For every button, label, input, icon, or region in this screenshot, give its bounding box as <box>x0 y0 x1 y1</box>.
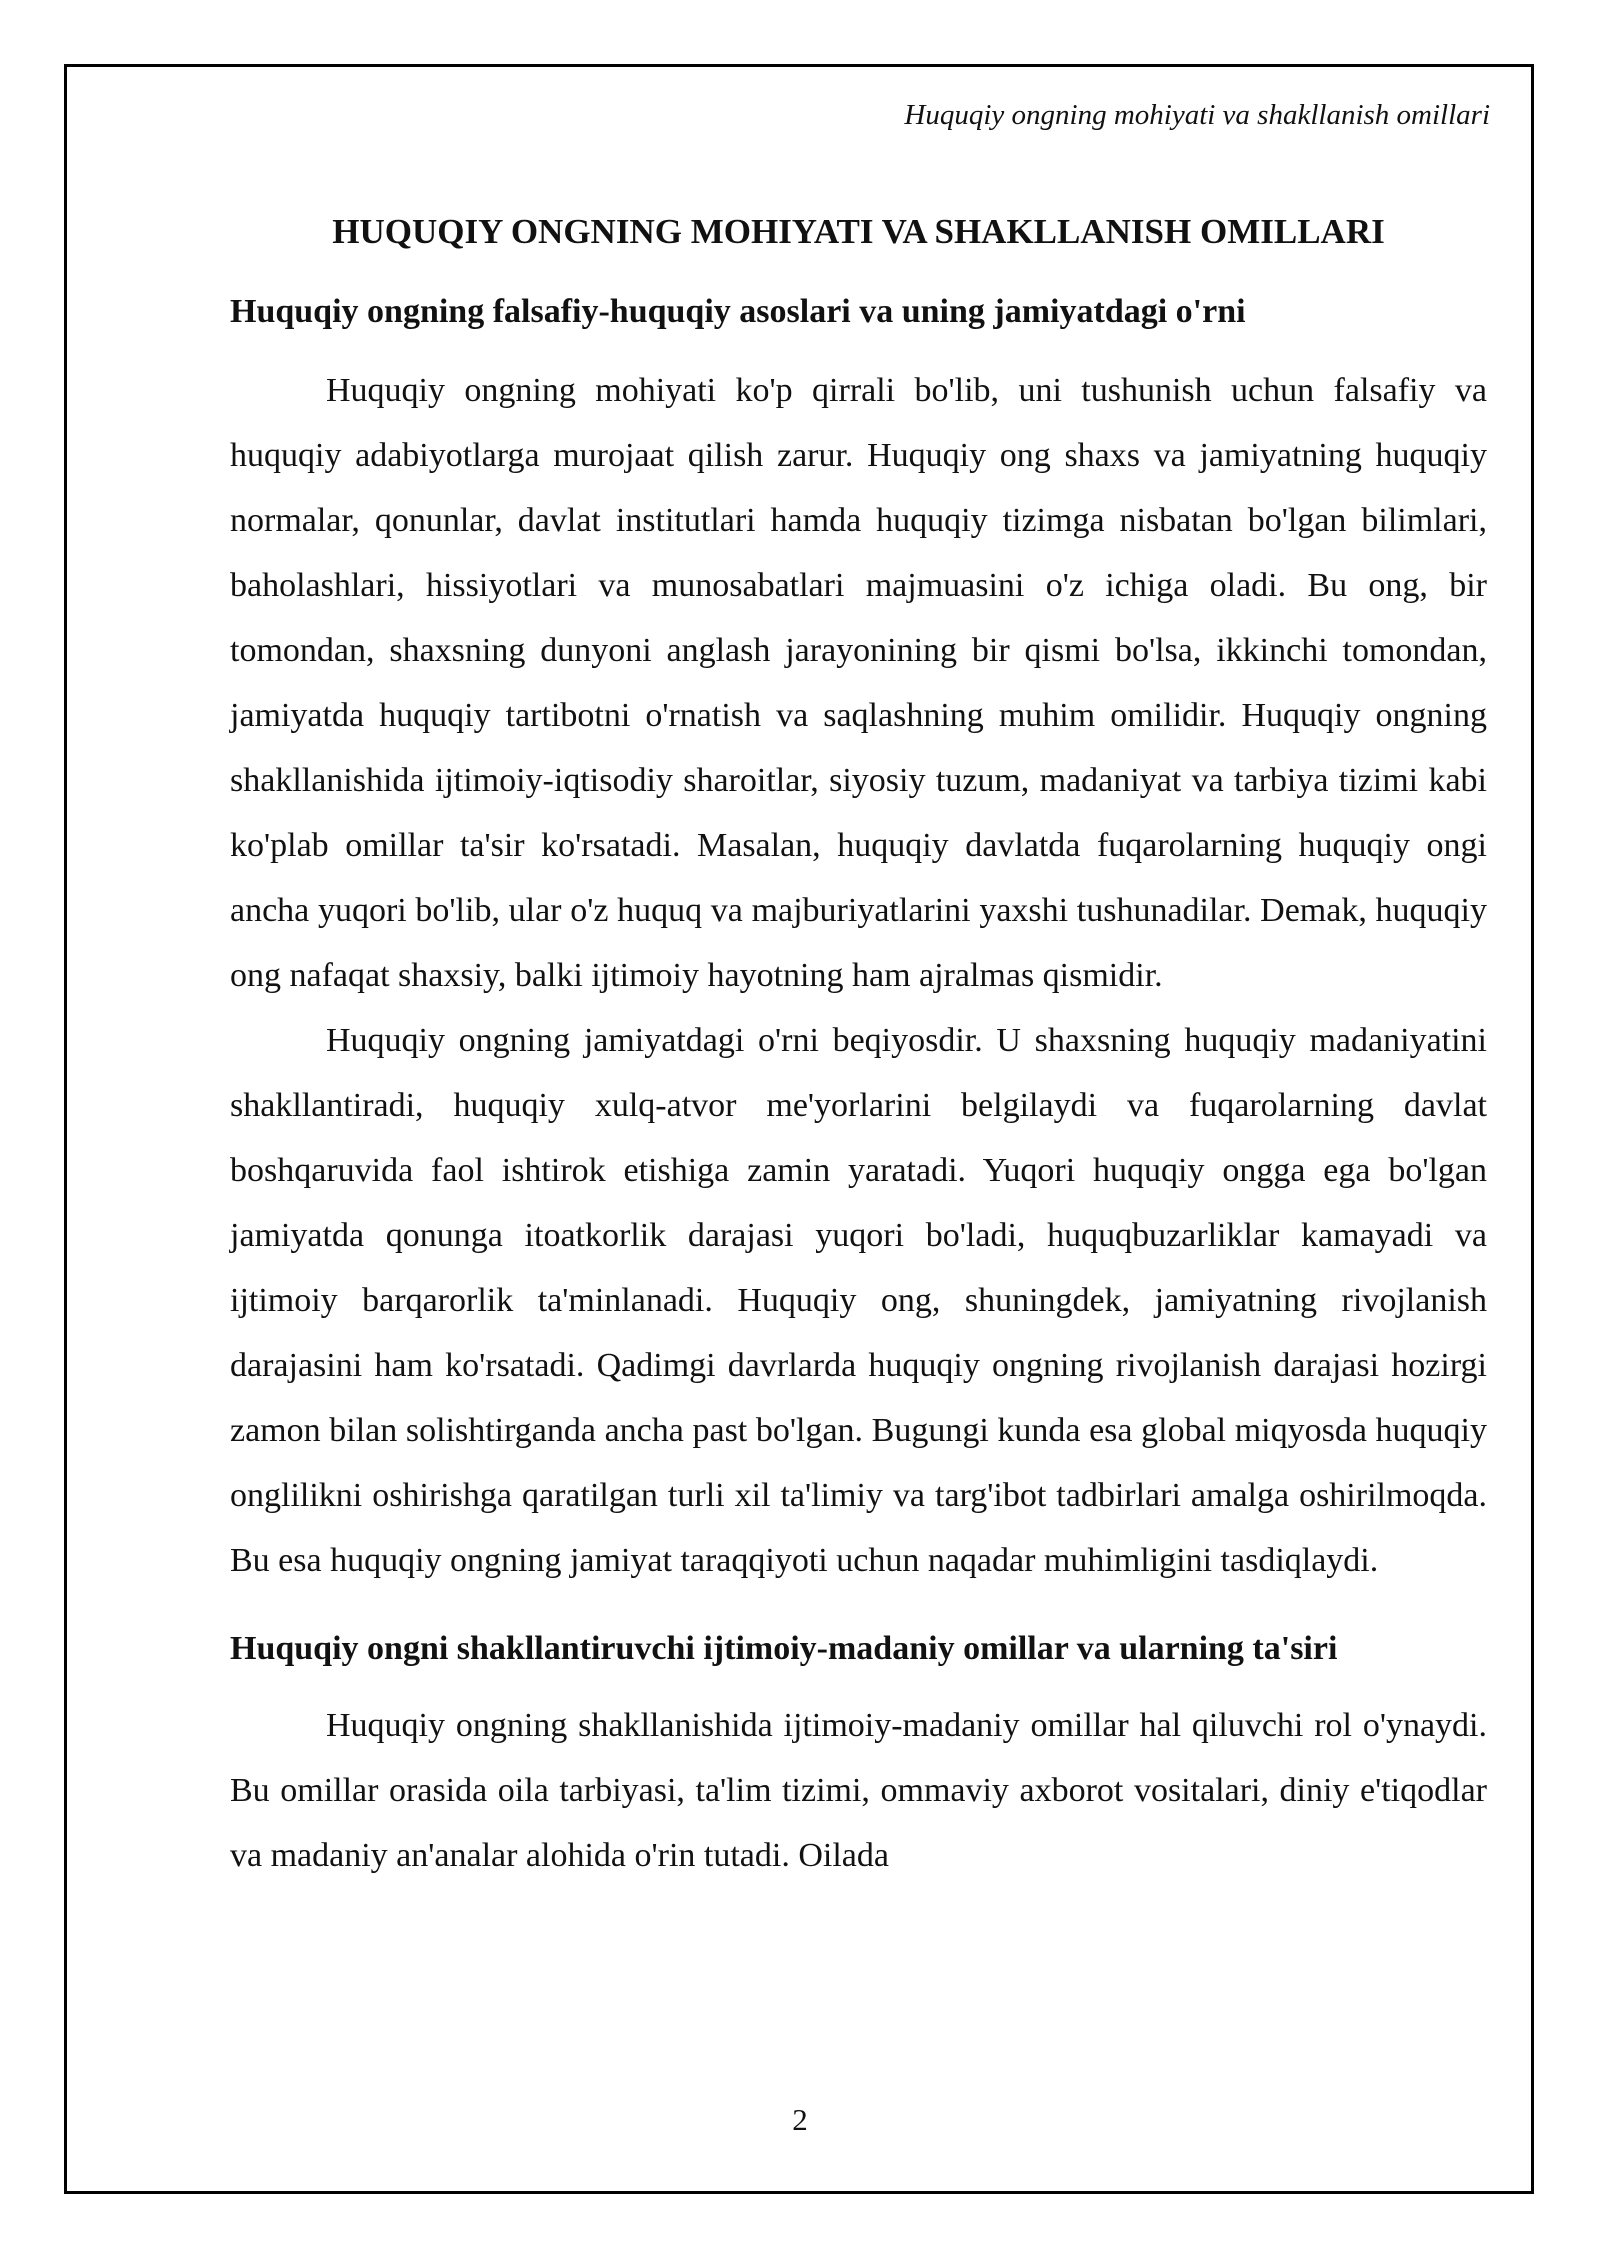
section-1-paragraph-2: Huquqiy ongning jamiyatdagi o'rni beqiyosdir. U shaxsning huquqiy madaniyatini shakllantiradi, huquqiy xulq-atvor me'yorlarini belgilaydi va fuqarolarning davlat boshqaruvida faol ishtirok etishiga zamin yaratadi. Yuqori huquqiy ongga ega bo'lgan jamiyatda qonunga itoatkorlik darajasi yuqori bo'ladi, huquqbuzarliklar kamayadi va ijtimoiy barqarorlik ta'minlanadi. Huquqiy ong, shuningdek, jamiyatning rivojlanish darajasini ham ko'rsatadi. Qadimgi davrlarda huquqiy ongning rivojlanish darajasi hozirgi zamon bilan solishtirganda ancha past bo'lgan. Bugungi kunda esa global miqyosda huquqiy onglilikni oshirishga qaratilgan turli xil ta'limiy va targ'ibot tadbirlari amalga oshirilmoqda. Bu esa huquqiy ongning jamiyat taraqqiyoti uchun naqadar muhimligini tasdiqlaydi. <box>230 1022 1487 1579</box>
section-heading-1: Huquqiy ongning falsafiy-huquqiy asoslari va uning jamiyatdagi o'rni <box>230 293 1246 330</box>
document-title: HUQUQIY ONGNING MOHIYATI VA SHAKLLANISH OMILLARI <box>332 212 1385 251</box>
page-number: 2 <box>792 2102 808 2137</box>
section-1-paragraph-1: Huquqiy ongning mohiyati ko'p qirrali bo'lib, uni tushunish uchun falsafiy va huquqiy adabiyotlarga murojaat qilish zarur. Huquqiy ong shaxs va jamiyatning huquqiy normalar, qonunlar, davlat institutlari hamda huquqiy tizimga nisbatan bo'lgan bilimlari, baholashlari, hissiyotlari va munosabatlari majmuasini o'z ichiga oladi. Bu ong, bir tomondan, shaxsning dunyoni anglash jarayonining bir qismi bo'lsa, ikkinchi tomondan, jamiyatda huquqiy tartibotni o'rnatish va saqlashning muhim omilidir. Huquqiy ongning shakllanishida ijtimoiy-iqtisodiy sharoitlar, siyosiy tuzum, madaniyat va tarbiya tizimi kabi ko'plab omillar ta'sir ko'rsatadi. Masalan, huquqiy davlatda fuqarolarning huquqiy ongi ancha yuqori bo'lib, ular o'z huquq va majburiyatlarini yaxshi tushunadilar. Demak, huquqiy ong nafaqat shaxsiy, balki ijtimoiy hayotning ham ajralmas qismidir. <box>230 372 1487 994</box>
section-heading-2: Huquqiy ongni shakllantiruvchi ijtimoiy-madaniy omillar va ularning ta'siri <box>230 1630 1338 1667</box>
page-content <box>230 210 1487 1888</box>
running-header: Huquqiy ongning mohiyati va shakllanish omillari <box>904 99 1490 131</box>
section-2-paragraph-1: Huquqiy ongning shakllanishida ijtimoiy-madaniy omillar hal qiluvchi rol o'ynaydi. Bu omillar orasida oila tarbiyasi, ta'lim tizimi, ommaviy axborot vositalari, diniy e'tiqodlar va madaniy an'analar alohida o'rin tutadi. Oilada <box>230 1707 1487 1874</box>
